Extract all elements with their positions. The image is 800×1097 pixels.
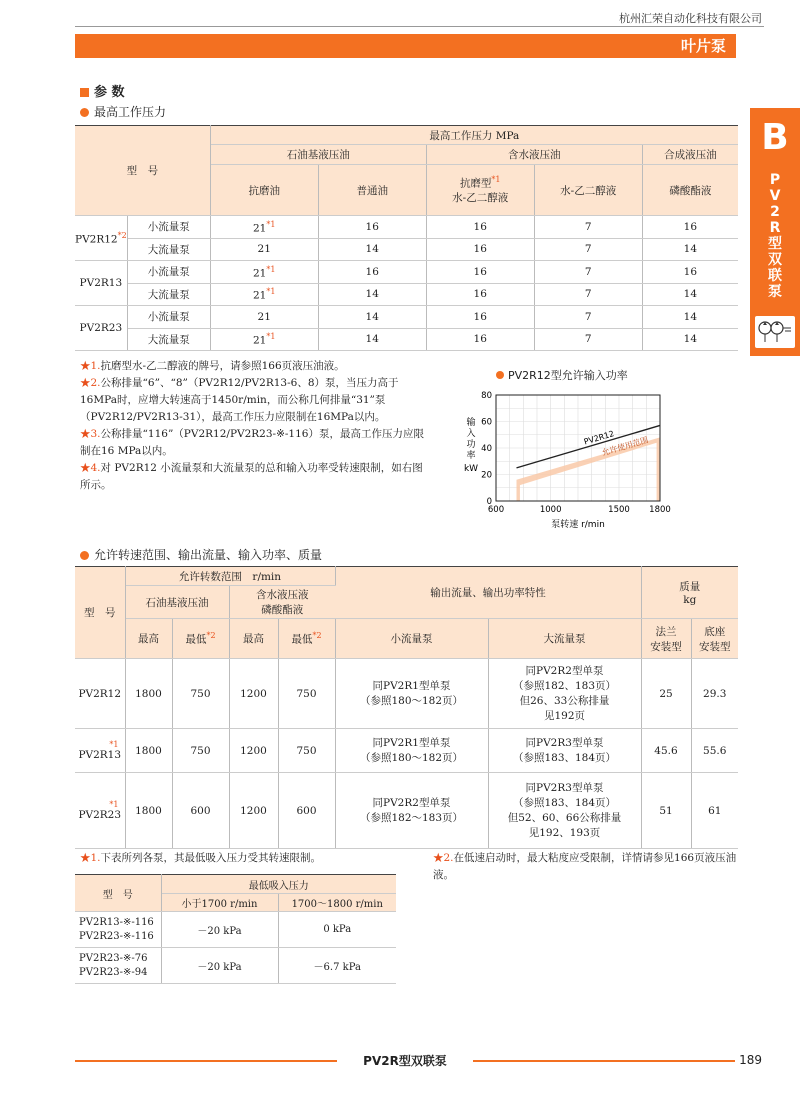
t1-value: 16 xyxy=(426,238,534,261)
t1-value: 21$^{*1}$ xyxy=(210,328,318,351)
t1-value: 7 xyxy=(534,238,642,261)
t1-col-glycol: 水-乙二醇液 xyxy=(534,165,642,216)
t2-model: *1 PV2R13 xyxy=(75,729,125,773)
t1-value: 14 xyxy=(318,328,426,351)
t2-base-mass: 55.6 xyxy=(691,729,738,773)
t1-value: 14 xyxy=(642,283,738,306)
company-name: 杭州汇荣自动化科技有限公司 xyxy=(619,12,762,25)
side-tab-label: P V 2 R 型 双 联 泵 xyxy=(768,172,782,300)
t2-small-flow: 同PV2R1型单泵 （参照180～182页） xyxy=(335,659,488,729)
note-1: ★1.抗磨型水-乙二醇液的牌号，请参照166页液压油液。 xyxy=(80,360,345,372)
x-tick-label: 1800 xyxy=(649,505,671,515)
t2-speed: 1800 xyxy=(125,773,172,849)
t3-col-low: 小于1700 r/min xyxy=(161,894,278,912)
t1-value: 14 xyxy=(318,306,426,329)
t2-small-header: 小流量泵 xyxy=(335,619,488,659)
y-axis-label-char: 功 xyxy=(466,440,476,450)
note-3: ★3.公称排量“116”（PV2R12/PV2R23-※-116）泵，最高工作压力应限制在16 MPa以内。 xyxy=(80,428,424,457)
t3-col-high: 1700～1800 r/min xyxy=(278,894,396,912)
footer-rule-left xyxy=(75,1060,337,1062)
t1-pump-type: 大流量泵 xyxy=(127,328,210,351)
t2-speed: 1200 xyxy=(229,659,278,729)
t2-small-flow: 同PV2R2型单泵 （参照182～183页） xyxy=(335,773,488,849)
t1-value: 16 xyxy=(426,306,534,329)
t1-value: 16 xyxy=(318,261,426,284)
section-title-bar: 叶片泵 xyxy=(75,34,736,58)
t2-speed: 750 xyxy=(278,729,335,773)
t1-value: 16 xyxy=(318,216,426,239)
t3-models: PV2R23-※-76 PV2R23-※-94 xyxy=(75,948,161,984)
t1-col-normal: 普通油 xyxy=(318,165,426,216)
t3-model-header: 型 号 xyxy=(75,875,161,912)
t2-model-header: 型 号 xyxy=(75,567,125,659)
double-pump-symbol-icon xyxy=(755,316,795,348)
t1-value: 7 xyxy=(534,261,642,284)
pressure-notes xyxy=(80,358,430,494)
params-heading: 参 数 xyxy=(80,81,125,100)
y-axis-label-char: 输 xyxy=(466,418,476,428)
table-row xyxy=(75,948,396,984)
t1-value: 16 xyxy=(426,216,534,239)
side-tab xyxy=(750,108,800,356)
y-tick-label: 40 xyxy=(481,444,492,454)
t1-col-antiwear: 抗磨油 xyxy=(210,165,318,216)
t1-model: PV2R13 xyxy=(75,261,127,306)
t1-value: 16 xyxy=(426,328,534,351)
t1-value: 14 xyxy=(642,306,738,329)
t2-speed-header: 允许转数范围 r/min xyxy=(125,567,335,586)
t1-value: 14 xyxy=(642,238,738,261)
t1-col-phosphate: 磷酸酯液 xyxy=(642,165,738,216)
note-4: ★4.对 PV2R12 小流量泵和大流量泵的总和输入功率受转速限制，如右图所示。 xyxy=(80,462,423,491)
note-2: ★2.公称排量“6”、“8”（PV2R12/PV2R13-6、8）泵，当压力高于16MPa时，应增大转速高于1450r/min，而公称几何排量“31”泵（PV2R12/PV2R13-31），最高工作压力应限制在16MPa以内。 xyxy=(80,377,399,423)
t1-col-antiwear-glycol: 抗磨型$^{*1}$ 水-乙二醇液 xyxy=(426,165,534,216)
t2-large-flow: 同PV2R3型单泵 （参照183、184页） 但52、60、66公称排量 见192、193页 xyxy=(488,773,641,849)
y-tick-label: 0 xyxy=(486,497,492,507)
t1-value: 21$^{*1}$ xyxy=(210,216,318,239)
t3-group-header: 最低吸入压力 xyxy=(161,875,396,894)
x-axis-label: 泵转速 r/min xyxy=(551,520,605,530)
speed-flow-table xyxy=(75,566,738,849)
max-pressure-heading: 最高工作压力 xyxy=(80,103,166,120)
t1-value: 21$^{*1}$ xyxy=(210,261,318,284)
y-tick-label: 80 xyxy=(481,391,492,401)
t1-model-header: 型 号 xyxy=(75,126,210,216)
table-row xyxy=(75,261,738,284)
t2-large-flow: 同PV2R3型单泵 （参照183、184页） xyxy=(488,729,641,773)
t2-mass-header: 质量 kg xyxy=(641,567,738,619)
t2-speed: 1800 xyxy=(125,729,172,773)
t2-base-mass: 29.3 xyxy=(691,659,738,729)
chart-title: PV2R12型允许输入功率 xyxy=(496,367,628,383)
t2-model: PV2R12 xyxy=(75,659,125,729)
t3-models: PV2R13-※-116 PV2R23-※-116 xyxy=(75,912,161,948)
x-tick-label: 1500 xyxy=(608,505,630,515)
top-rule xyxy=(75,26,764,27)
footer-rule-right xyxy=(473,1060,735,1062)
table-row xyxy=(75,283,738,306)
t1-value: 14 xyxy=(318,238,426,261)
t1-value: 14 xyxy=(318,283,426,306)
t2-flange-header: 法兰 安装型 xyxy=(641,619,691,659)
t2-water-max: 最高 xyxy=(229,619,278,659)
t1-value: 7 xyxy=(534,216,642,239)
t1-value: 21 xyxy=(210,238,318,261)
t2-large-flow: 同PV2R2型单泵 （参照182、183页） 但26、33公称排量 见192页 xyxy=(488,659,641,729)
t3-high: －6.7 kPa xyxy=(278,948,396,984)
t1-model: PV2R23 xyxy=(75,306,127,351)
y-axis-label-char: 率 xyxy=(466,451,476,461)
t1-value: 21 xyxy=(210,306,318,329)
table-row xyxy=(75,912,396,948)
t2-speed: 600 xyxy=(172,773,229,849)
table-row xyxy=(75,659,738,729)
t2-flange-mass: 45.6 xyxy=(641,729,691,773)
t1-value: 16 xyxy=(642,261,738,284)
t1-group-oil: 石油基液压油 xyxy=(210,145,426,165)
t1-pump-type: 大流量泵 xyxy=(127,283,210,306)
t1-model: PV2R12$^{*2}$ xyxy=(75,216,127,261)
t1-group-header: 最高工作压力 MPa xyxy=(210,126,738,145)
t2-speed: 600 xyxy=(278,773,335,849)
t3-high: 0 kPa xyxy=(278,912,396,948)
page-number: 189 xyxy=(739,1053,762,1067)
t2-base-header: 底座 安装型 xyxy=(691,619,738,659)
t1-pump-type: 大流量泵 xyxy=(127,238,210,261)
table-row xyxy=(75,773,738,849)
t2-flange-mass: 51 xyxy=(641,773,691,849)
t2-base-mass: 61 xyxy=(691,773,738,849)
t2-speed: 1200 xyxy=(229,773,278,849)
t2-speed: 1800 xyxy=(125,659,172,729)
table-row xyxy=(75,238,738,261)
power-chart xyxy=(458,385,688,535)
speed-flow-heading: 允许转速范围、输出流量、输入功率、质量 xyxy=(80,546,322,563)
t1-value: 7 xyxy=(534,283,642,306)
t1-value: 7 xyxy=(534,306,642,329)
t1-group-synthetic: 合成液压油 xyxy=(642,145,738,165)
t2-small-flow: 同PV2R1型单泵 （参照180～182页） xyxy=(335,729,488,773)
t1-value: 14 xyxy=(642,328,738,351)
t2-large-header: 大流量泵 xyxy=(488,619,641,659)
table-row xyxy=(75,216,738,239)
t1-value: 16 xyxy=(642,216,738,239)
t2-flange-mass: 25 xyxy=(641,659,691,729)
series-label: PV2R12 xyxy=(582,429,616,447)
y-axis-label-char: 入 xyxy=(466,429,476,439)
t2-flow-header: 输出流量、输出功率特性 xyxy=(335,567,641,619)
t2-water-header: 含水液压液 磷酸酯液 xyxy=(229,586,335,619)
t1-value: 16 xyxy=(426,261,534,284)
table-row xyxy=(75,306,738,329)
t2-speed: 1200 xyxy=(229,729,278,773)
t1-pump-type: 小流量泵 xyxy=(127,306,210,329)
x-tick-label: 1000 xyxy=(539,505,562,515)
t1-pump-type: 小流量泵 xyxy=(127,261,210,284)
t1-group-water: 含水液压油 xyxy=(426,145,642,165)
t1-pump-type: 小流量泵 xyxy=(127,216,210,239)
max-pressure-table xyxy=(75,125,738,351)
table-row xyxy=(75,328,738,351)
y-tick-label: 20 xyxy=(481,470,492,481)
t3-low: －20 kPa xyxy=(161,912,278,948)
t2-speed: 750 xyxy=(172,729,229,773)
note-suction: ★1.下表所列各泵，其最低吸入压力受其转速限制。 xyxy=(80,852,322,864)
t2-water-min: 最低$^{*2}$ xyxy=(278,619,335,659)
t3-low: －20 kPa xyxy=(161,948,278,984)
band-label: 允许使用范围 xyxy=(600,435,650,458)
t2-model: *1 PV2R23 xyxy=(75,773,125,849)
suction-pressure-table xyxy=(75,874,396,984)
x-tick-label: 600 xyxy=(487,505,505,515)
t2-oil-max: 最高 xyxy=(125,619,172,659)
t2-speed: 750 xyxy=(278,659,335,729)
t2-oil-min: 最低$^{*2}$ xyxy=(172,619,229,659)
t2-oil-header: 石油基液压油 xyxy=(125,586,229,619)
t2-speed: 750 xyxy=(172,659,229,729)
t1-value: 16 xyxy=(426,283,534,306)
footer-title: PV2R型双联泵 xyxy=(363,1054,447,1068)
y-tick-label: 60 xyxy=(481,417,492,428)
note-viscosity: ★2.在低速启动时，最大粘度应受限制，详情请参见166页液压油液。 xyxy=(433,852,737,881)
t1-value: 7 xyxy=(534,328,642,351)
t1-value: 21$^{*1}$ xyxy=(210,283,318,306)
side-tab-letter: B xyxy=(761,117,789,158)
table-row xyxy=(75,729,738,773)
y-axis-unit: kW xyxy=(463,464,479,474)
